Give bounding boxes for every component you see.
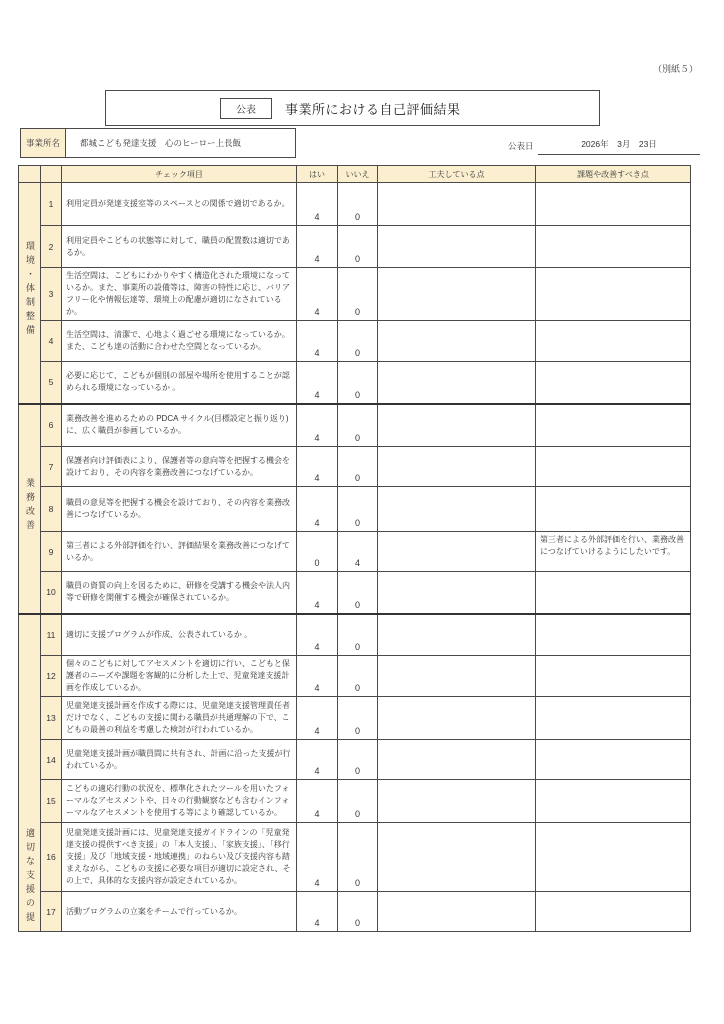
check-item-cell: 児童発達支援計画を作成する際には、児童発達支援管理責任者だけでなく、こどもの支援に関わる職員が共通理解の下で、こどもの最善の利益を考慮した検討が行われているか。 (62, 697, 297, 740)
issue-point-cell: 第三者による外部評価を行い、業務改善につなげていけるようにしたいです。 (536, 532, 691, 572)
yes-count-cell: 4 (297, 487, 338, 532)
no-count-cell: 4 (338, 532, 378, 572)
row-number-cell: 8 (41, 487, 62, 532)
check-item-cell: 必要に応じて、こどもが個別の部屋や場所を使用することが認められる環境になっているか 。 (62, 362, 297, 404)
check-item-cell: 利用定員が発達支援室等のスペースとの関係で適切であるか。 (62, 183, 297, 226)
check-item-cell: 保護者向け評価表により、保護者等の意向等を把握する機会を設けており、その内容を業務改善につなげているか。 (62, 447, 297, 487)
yes-count-cell: 4 (297, 697, 338, 740)
devised-point-cell (378, 226, 536, 268)
header-check-item: チェック項目 (62, 166, 297, 183)
issue-point-cell (536, 892, 691, 932)
yes-count-cell: 4 (297, 268, 338, 321)
check-item-cell: 適切に支援プログラムが作成、公表されているか 。 (62, 614, 297, 656)
attachment-number-note: （別紙５） (652, 64, 698, 74)
row-number-cell: 11 (41, 614, 62, 656)
check-item-cell: 利用定員やこどもの状態等に対して、職員の配置数は適切であるか。 (62, 226, 297, 268)
yes-count-cell: 4 (297, 447, 338, 487)
yes-count-cell: 4 (297, 404, 338, 447)
row-number-cell: 17 (41, 892, 62, 932)
issue-point-cell (536, 183, 691, 226)
row-number-cell: 2 (41, 226, 62, 268)
no-count-cell: 0 (338, 740, 378, 780)
header-devised-points: 工夫している点 (378, 166, 536, 183)
no-count-cell: 0 (338, 226, 378, 268)
table-row (19, 362, 691, 404)
issue-point-cell (536, 572, 691, 614)
check-item-cell: 第三者による外部評価を行い、評価結果を業務改善につなげているか。 (62, 532, 297, 572)
devised-point-cell (378, 362, 536, 404)
yes-count-cell: 4 (297, 892, 338, 932)
issue-point-cell (536, 321, 691, 362)
yes-count-cell: 4 (297, 656, 338, 697)
category-vertical-label: 適切な支援の提 (25, 828, 35, 926)
no-count-cell: 0 (338, 487, 378, 532)
no-count-cell: 0 (338, 892, 378, 932)
check-item-cell: 職員の意見等を把握する機会を設けており、その内容を業務改善につなげているか。 (62, 487, 297, 532)
issue-point-cell (536, 447, 691, 487)
devised-point-cell (378, 614, 536, 656)
issue-point-cell (536, 362, 691, 404)
check-item-cell: 生活空間は、こどもにわかりやすく構造化された環境になっているか。また、事業所の設備等は、障害の特性に応じ、バリアフリー化や情報伝達等、環境上の配慮が適切になされているか。 (62, 268, 297, 321)
devised-point-cell (378, 404, 536, 447)
row-number-cell: 13 (41, 697, 62, 740)
devised-point-cell (378, 268, 536, 321)
yes-count-cell: 4 (297, 614, 338, 656)
table-row (19, 321, 691, 362)
title-box (105, 90, 600, 126)
yes-count-cell: 4 (297, 740, 338, 780)
office-name-label: 事業所名 (20, 128, 66, 158)
row-number-cell: 6 (41, 404, 62, 447)
row-number-cell: 7 (41, 447, 62, 487)
devised-point-cell (378, 487, 536, 532)
table-row (19, 268, 691, 321)
category-label-cell (19, 614, 41, 932)
devised-point-cell (378, 823, 536, 892)
no-count-cell: 0 (338, 614, 378, 656)
category-vertical-label: 環境・体制整備 (25, 241, 35, 340)
yes-count-cell: 0 (297, 532, 338, 572)
yes-count-cell: 4 (297, 362, 338, 404)
category-vertical-label: 業務改善 (25, 478, 35, 534)
table-row (19, 487, 691, 532)
header-number-spacer (41, 166, 62, 183)
public-stamp-box: 公表 (220, 98, 272, 119)
devised-point-cell (378, 447, 536, 487)
row-number-cell: 16 (41, 823, 62, 892)
row-number-cell: 3 (41, 268, 62, 321)
table-row (19, 404, 691, 447)
no-count-cell: 0 (338, 362, 378, 404)
no-count-cell: 0 (338, 404, 378, 447)
issue-point-cell (536, 697, 691, 740)
row-number-cell: 10 (41, 572, 62, 614)
row-number-cell: 14 (41, 740, 62, 780)
check-item-cell: 職員の資質の向上を図るために、研修を受講する機会や法人内等で研修を開催する機会が確保されているか。 (62, 572, 297, 614)
issue-point-cell (536, 614, 691, 656)
issue-point-cell (536, 404, 691, 447)
issue-point-cell (536, 226, 691, 268)
category-label-cell (19, 404, 41, 614)
table-row (19, 614, 691, 656)
issue-point-cell (536, 268, 691, 321)
issue-point-cell (536, 823, 691, 892)
devised-point-cell (378, 892, 536, 932)
yes-count-cell: 4 (297, 572, 338, 614)
no-count-cell: 0 (338, 321, 378, 362)
yes-count-cell: 4 (297, 780, 338, 823)
devised-point-cell (378, 572, 536, 614)
row-number-cell: 1 (41, 183, 62, 226)
check-item-cell: 業務改善を進めるための PDCA サイクル(目標設定と振り返り)に、広く職員が参画しているか。 (62, 404, 297, 447)
table-row (19, 780, 691, 823)
row-number-cell: 5 (41, 362, 62, 404)
table-row (19, 572, 691, 614)
table-row (19, 740, 691, 780)
category-label-cell (19, 183, 41, 404)
no-count-cell: 0 (338, 572, 378, 614)
no-count-cell: 0 (338, 823, 378, 892)
devised-point-cell (378, 656, 536, 697)
yes-count-cell: 4 (297, 183, 338, 226)
table-row (19, 892, 691, 932)
no-count-cell: 0 (338, 268, 378, 321)
devised-point-cell (378, 740, 536, 780)
check-item-cell: 児童発達支援計画が職員間に共有され、計画に沿った支援が行われているか。 (62, 740, 297, 780)
check-item-cell: こどもの適応行動の状況を、標準化されたツールを用いたフォーマルなアセスメントや、日々の行動観察なども含むインフォーマルなアセスメントを使用する等により確認しているか。 (62, 780, 297, 823)
row-number-cell: 12 (41, 656, 62, 697)
row-number-cell: 9 (41, 532, 62, 572)
row-number-cell: 15 (41, 780, 62, 823)
check-item-cell: 個々のこどもに対してアセスメントを適切に行い、こどもと保護者のニーズや課題を客観的に分析した上で、児童発達支援計画を作成しているか。 (62, 656, 297, 697)
header-no: いいえ (338, 166, 378, 183)
check-item-cell: 児童発達支援計画には、児童発達支援ガイドラインの「児童発達支援の提供すべき支援」の「本人支援」、「家族支援」、「移行支援」及び「地域支援・地域連携」のねらい及び支援内容も踏まえながら、こどもの支援に必要な項目が適切に設定され、その上で、具体的な支援内容が設定されているか。 (62, 823, 297, 892)
table-row (19, 823, 691, 892)
office-name-value: 都城こども発達支援 心のヒーロー上長飯 (65, 128, 296, 158)
table-row (19, 226, 691, 268)
check-item-cell: 生活空間は、清潔で、心地よく過ごせる環境になっているか。また、こども達の活動に合わせた空間となっているか。 (62, 321, 297, 362)
issue-point-cell (536, 780, 691, 823)
check-item-cell: 活動プログラムの立案をチームで行っているか。 (62, 892, 297, 932)
header-issue-points: 課題や改善すべき点 (536, 166, 691, 183)
publish-date-label: 公表日 (508, 141, 534, 151)
devised-point-cell (378, 780, 536, 823)
no-count-cell: 0 (338, 780, 378, 823)
publish-date-value: 2026年 3月 23日 (538, 138, 700, 155)
no-count-cell: 0 (338, 697, 378, 740)
table-row (19, 447, 691, 487)
issue-point-cell (536, 740, 691, 780)
no-count-cell: 0 (338, 447, 378, 487)
page-title: 事業所における自己評価結果 (285, 101, 461, 117)
table-header-row (19, 166, 691, 183)
yes-count-cell: 4 (297, 226, 338, 268)
issue-point-cell (536, 487, 691, 532)
header-category-spacer (19, 166, 41, 183)
issue-point-cell (536, 656, 691, 697)
table-row (19, 532, 691, 572)
devised-point-cell (378, 697, 536, 740)
no-count-cell: 0 (338, 656, 378, 697)
yes-count-cell: 4 (297, 321, 338, 362)
devised-point-cell (378, 321, 536, 362)
devised-point-cell (378, 183, 536, 226)
row-number-cell: 4 (41, 321, 62, 362)
table-row (19, 656, 691, 697)
yes-count-cell: 4 (297, 823, 338, 892)
table-row (19, 697, 691, 740)
header-yes: はい (297, 166, 338, 183)
no-count-cell: 0 (338, 183, 378, 226)
table-row (19, 183, 691, 226)
self-evaluation-table (18, 165, 691, 932)
devised-point-cell (378, 532, 536, 572)
